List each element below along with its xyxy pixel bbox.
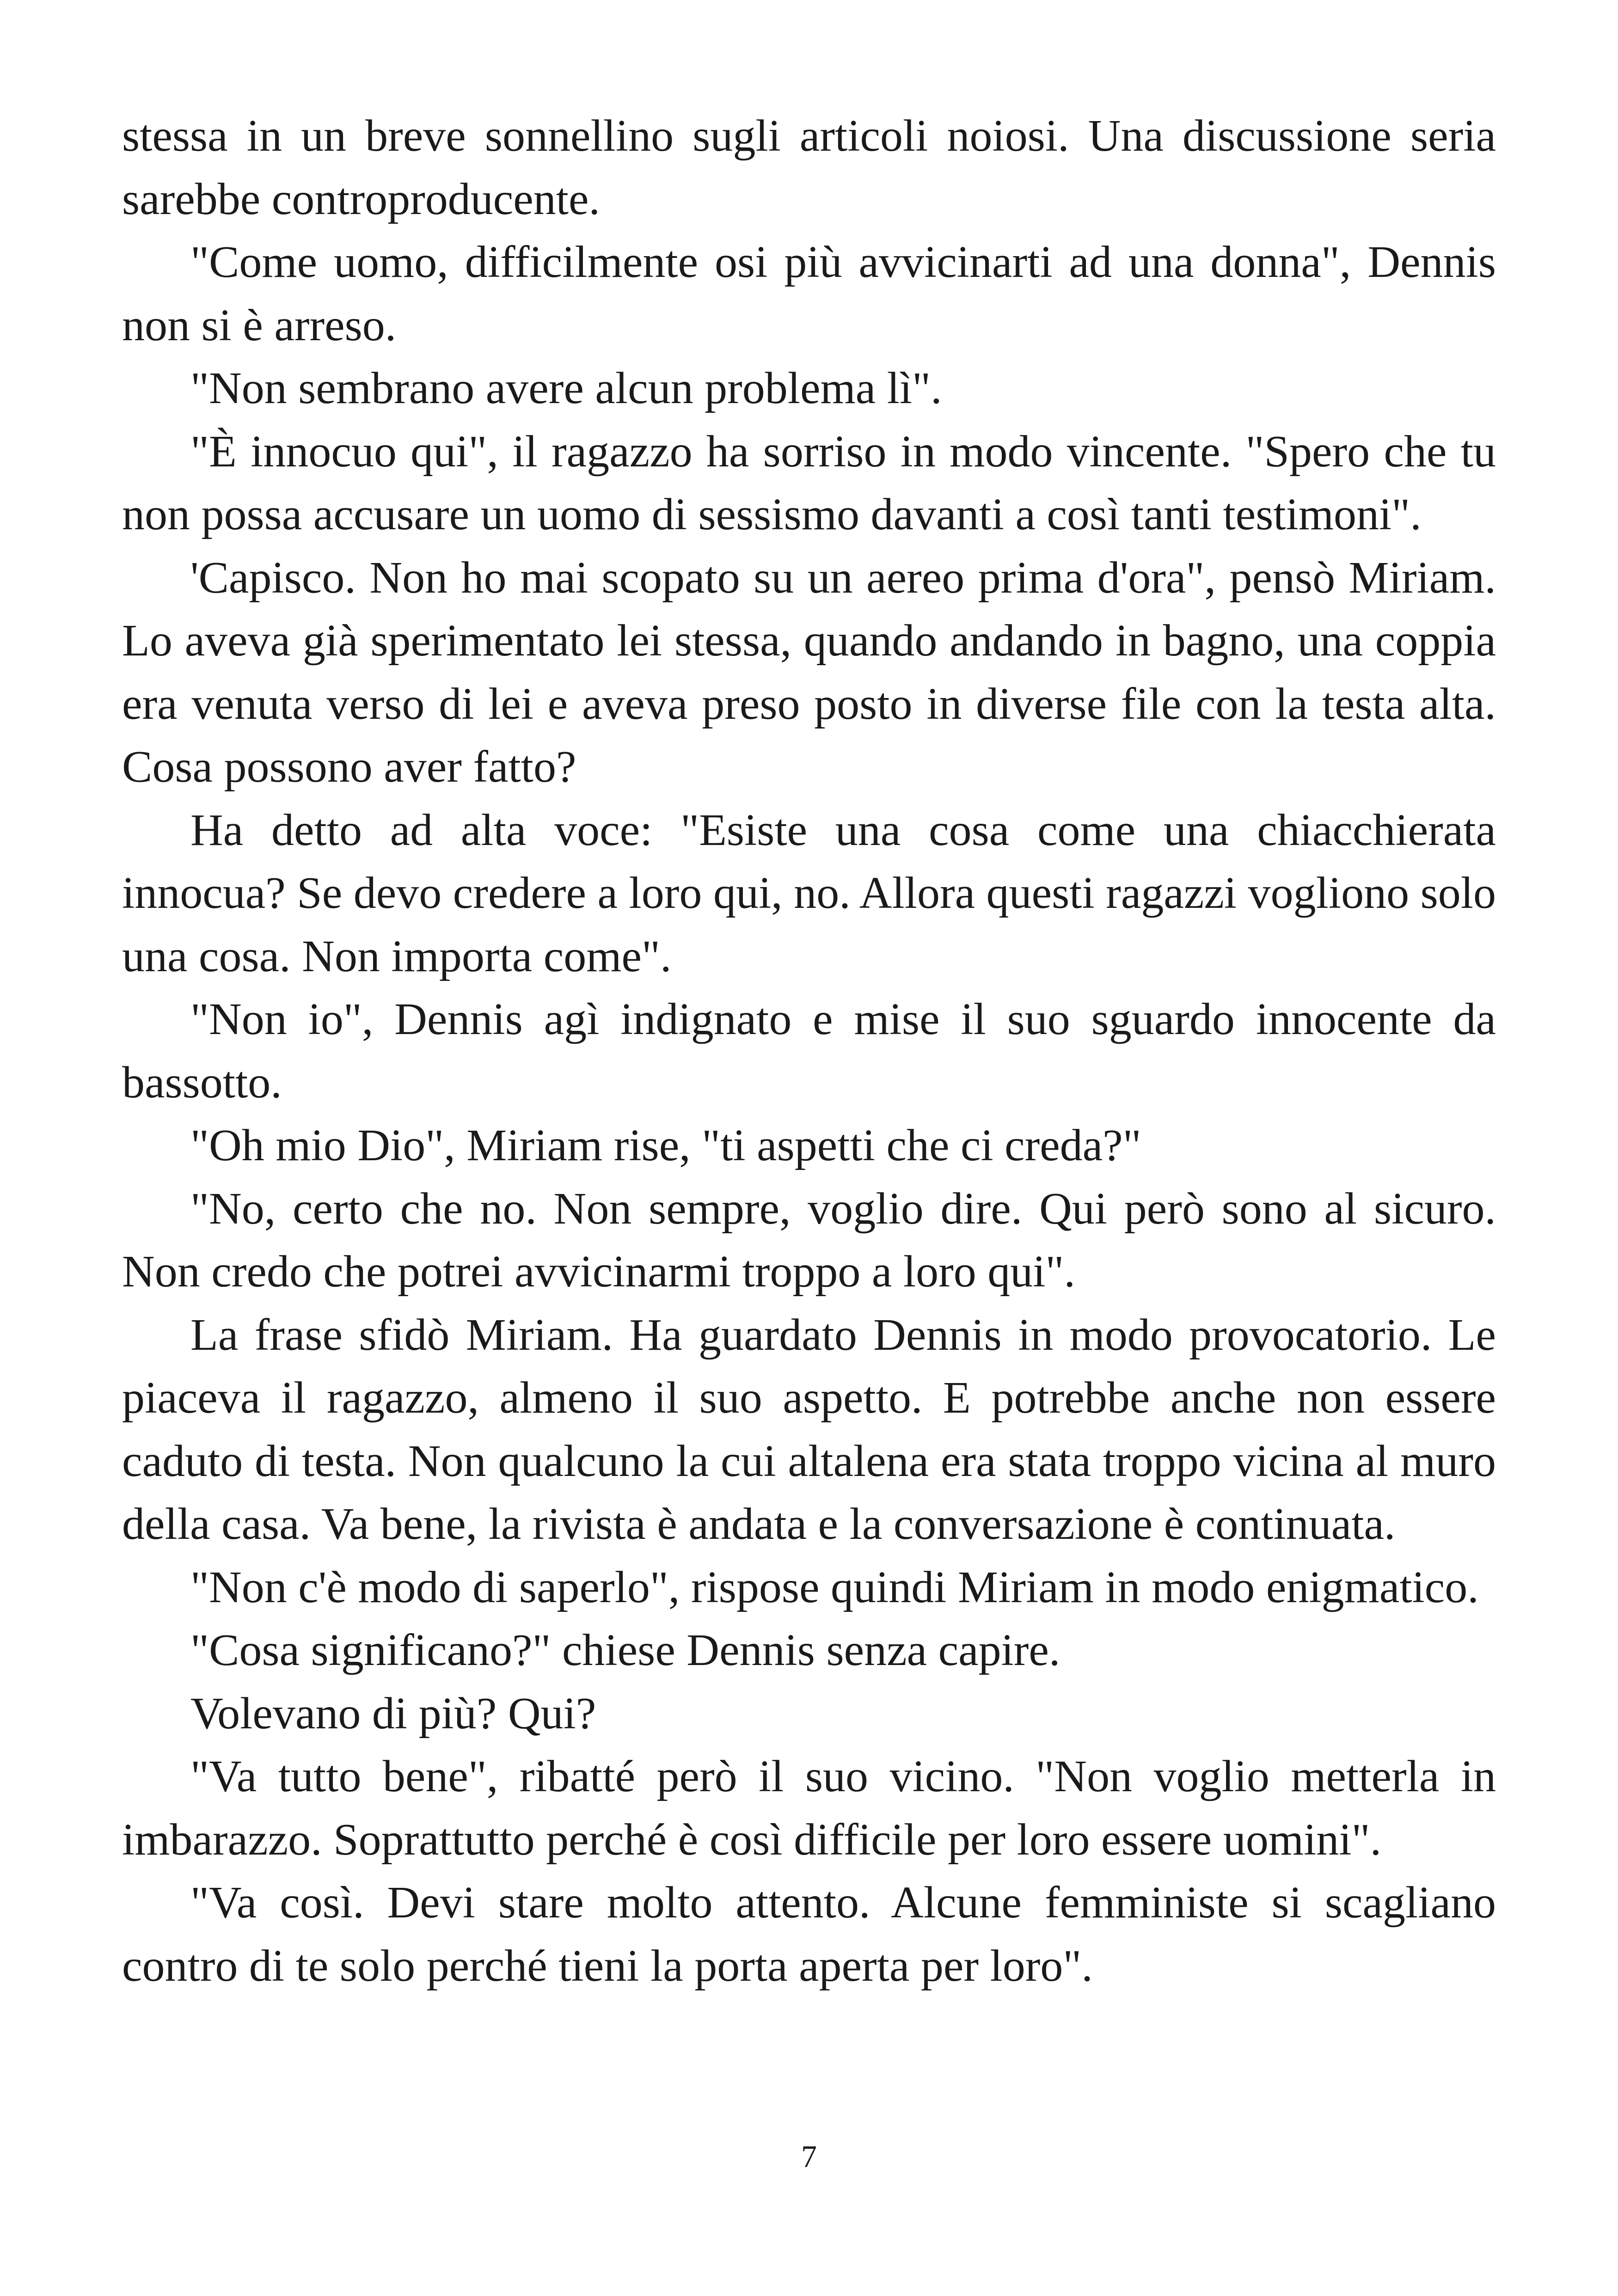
page-number: 7 [801, 2139, 817, 2174]
paragraph: Ha detto ad alta voce: "Esiste una cosa come una chiacchierata innocua? Se devo credere a loro qui, no. Allora questi ragazzi vogliono solo una cosa. Non importa come". [122, 805, 1496, 981]
paragraph: "Oh mio Dio", Miriam rise, "ti aspetti che ci creda?" [190, 1120, 1141, 1170]
paragraph: "Cosa significano?" chiese Dennis senza capire. [190, 1625, 1060, 1675]
paragraph: "Va tutto bene", ribatté però il suo vicino. "Non voglio metterla in imbarazzo. Soprattutto perché è così difficile per loro essere uomini". [122, 1751, 1496, 1865]
paragraph: "Non sembrano avere alcun problema lì". [190, 363, 942, 413]
paragraph: Volevano di più? Qui? [190, 1688, 596, 1739]
paragraph: 'Capisco. Non ho mai scopato su un aereo prima d'ora", pensò Miriam. Lo aveva già sperimentato lei stessa, quando andando in bagno, una coppia era venuta verso di lei e aveva preso posto in diverse file con la testa alta. Cosa possono aver fatto? [122, 552, 1496, 792]
paragraph: "No, certo che no. Non sempre, voglio dire. Qui però sono al sicuro. Non credo che potrei avvicinarmi troppo a loro qui". [122, 1183, 1496, 1297]
paragraph: "Non io", Dennis agì indignato e mise il suo sguardo innocente da bassotto. [122, 994, 1496, 1108]
page-body [122, 104, 1496, 1997]
paragraph: La frase sfidò Miriam. Ha guardato Dennis in modo provocatorio. Le piaceva il ragazzo, almeno il suo aspetto. E potrebbe anche non essere caduto di testa. Non qualcuno la cui altalena era stata troppo vicina al muro della casa. Va bene, la rivista è andata e la conversazione è continuata. [122, 1310, 1496, 1549]
paragraph: "Non c'è modo di saperlo", rispose quindi Miriam in modo enigmatico. [190, 1562, 1479, 1612]
paragraph: "Come uomo, difficilmente osi più avvicinarti ad una donna", Dennis non si è arreso. [122, 237, 1496, 350]
paragraph: "Va così. Devi stare molto attento. Alcune femministe si scagliano contro di te solo perché tieni la porta aperta per loro". [122, 1878, 1496, 1991]
paragraph: "È innocuo qui", il ragazzo ha sorriso in modo vincente. "Spero che tu non possa accusare un uomo di sessismo davanti a così tanti testimoni". [122, 426, 1496, 539]
paragraph: stessa in un breve sonnellino sugli articoli noiosi. Una discussione seria sarebbe controproducente. [122, 111, 1496, 224]
